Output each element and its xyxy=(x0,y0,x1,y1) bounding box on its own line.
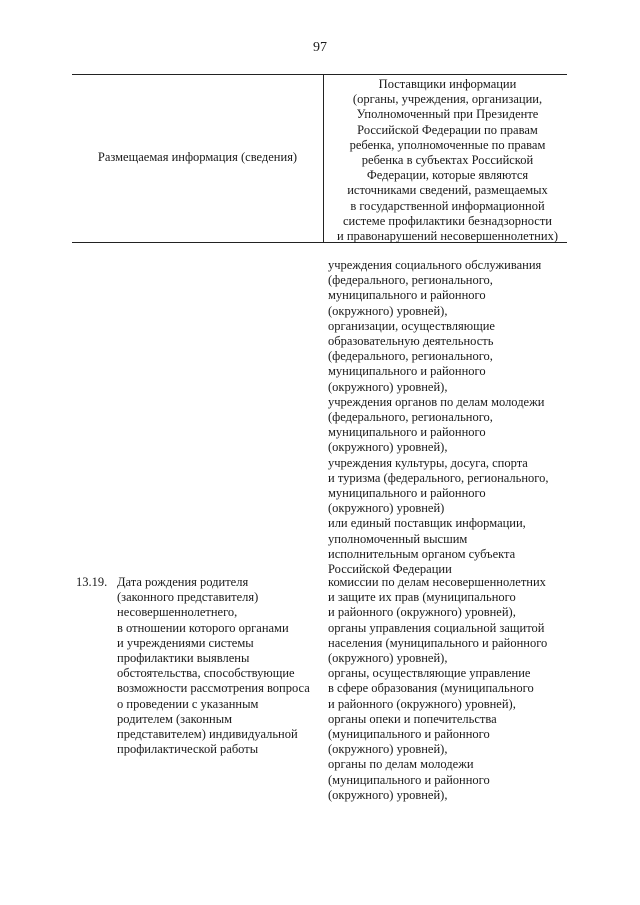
table-top-rule xyxy=(72,74,567,75)
provider-line: (окружного) уровней) xyxy=(328,501,445,516)
header-column-divider xyxy=(323,74,324,242)
description-line: и учреждениями системы xyxy=(117,635,254,650)
provider-line: и туризма (федерального, регионального, xyxy=(328,470,549,485)
description-line: родителем (законным xyxy=(117,711,233,726)
provider-line: муниципального и районного xyxy=(328,486,486,501)
header-providers-line: источниками сведений, размещаемых xyxy=(347,183,548,198)
provider-line: исполнительным органом субъекта xyxy=(328,546,516,561)
header-providers-line: (органы, учреждения, организации, xyxy=(352,92,543,107)
row-description-cell xyxy=(117,575,322,757)
header-providers-line: в государственной информационной xyxy=(350,198,545,213)
description-line: профилактической работы xyxy=(117,742,259,757)
description-line: представителем) индивидуальной xyxy=(117,727,298,742)
provider-line: и защите их прав (муниципального xyxy=(328,590,516,605)
header-providers-line: Федерации, которые являются xyxy=(366,168,529,183)
provider-line: комиссии по делам несовершеннолетних xyxy=(328,575,546,589)
provider-line: (муниципального и районного xyxy=(328,772,490,787)
description-line: несовершеннолетнего, xyxy=(117,605,238,620)
provider-line: и районного (окружного) уровней), xyxy=(328,605,516,620)
provider-line: и районного (окружного) уровней), xyxy=(328,696,516,711)
provider-line: или единый поставщик информации, xyxy=(328,516,526,531)
provider-line: (окружного) уровней), xyxy=(328,379,448,394)
provider-line: (федерального, регионального, xyxy=(328,410,493,425)
provider-line: муниципального и районного xyxy=(328,288,486,303)
header-providers-line: Поставщики информации xyxy=(378,77,517,91)
provider-line: органы управления социальной защитой xyxy=(328,620,545,635)
provider-line: в сфере образования (муниципального xyxy=(328,681,534,696)
description-line: в отношении которого органами xyxy=(117,620,289,635)
header-providers-line: системе профилактики безнадзорности xyxy=(343,213,552,228)
provider-line: (окружного) уровней), xyxy=(328,651,448,666)
description-line: Дата рождения родителя xyxy=(117,575,249,589)
continued-providers-cell xyxy=(328,258,567,577)
provider-line: населения (муниципального и районного xyxy=(328,635,548,650)
provider-line: (окружного) уровней), xyxy=(328,787,448,802)
header-providers-line: ребенка в субъектах Российской xyxy=(361,153,534,168)
row-providers-cell xyxy=(328,575,567,803)
description-line: (законного представителя) xyxy=(117,590,259,605)
provider-line: органы по делам молодежи xyxy=(328,757,474,772)
page-number: 97 xyxy=(313,40,327,55)
provider-line: (окружного) уровней), xyxy=(328,742,448,757)
header-providers-line: Российской Федерации по правам xyxy=(357,122,538,137)
description-line: профилактики выявлены xyxy=(117,651,250,666)
provider-line: (федерального, регионального, xyxy=(328,273,493,288)
description-line: возможности рассмотрения вопроса xyxy=(117,681,310,696)
header-providers-column xyxy=(328,77,567,244)
header-providers-line: Уполномоченный при Президенте xyxy=(356,107,539,122)
provider-line: учреждения культуры, досуга, спорта xyxy=(328,455,528,470)
provider-line: муниципального и районного xyxy=(328,364,486,379)
provider-line: учреждения органов по делам молодежи xyxy=(328,394,545,409)
provider-line: уполномоченный высшим xyxy=(328,531,468,546)
provider-line: муниципального и районного xyxy=(328,425,486,440)
provider-line: (федерального, регионального, xyxy=(328,349,493,364)
row-number: 13.19. xyxy=(76,575,108,589)
provider-line: (окружного) уровней), xyxy=(328,303,448,318)
provider-line: органы, осуществляющие управление xyxy=(328,666,531,681)
header-providers-line: ребенка, уполномоченные по правам xyxy=(349,137,546,152)
provider-line: учреждения социального обслуживания xyxy=(328,258,542,272)
description-line: о проведении с указанным xyxy=(117,696,259,711)
provider-line: организации, осуществляющие xyxy=(328,318,495,333)
provider-line: образовательную деятельность xyxy=(328,334,494,349)
description-line: обстоятельства, способствующие xyxy=(117,666,295,681)
header-info-column: Размещаемая информация (сведения) xyxy=(97,150,298,164)
provider-line: органы опеки и попечительства xyxy=(328,711,497,726)
provider-line: (муниципального и районного xyxy=(328,727,490,742)
header-providers-line: и правонарушений несовершеннолетних) xyxy=(337,229,558,244)
provider-line: Российской Федерации xyxy=(328,562,452,577)
provider-line: (окружного) уровней), xyxy=(328,440,448,455)
